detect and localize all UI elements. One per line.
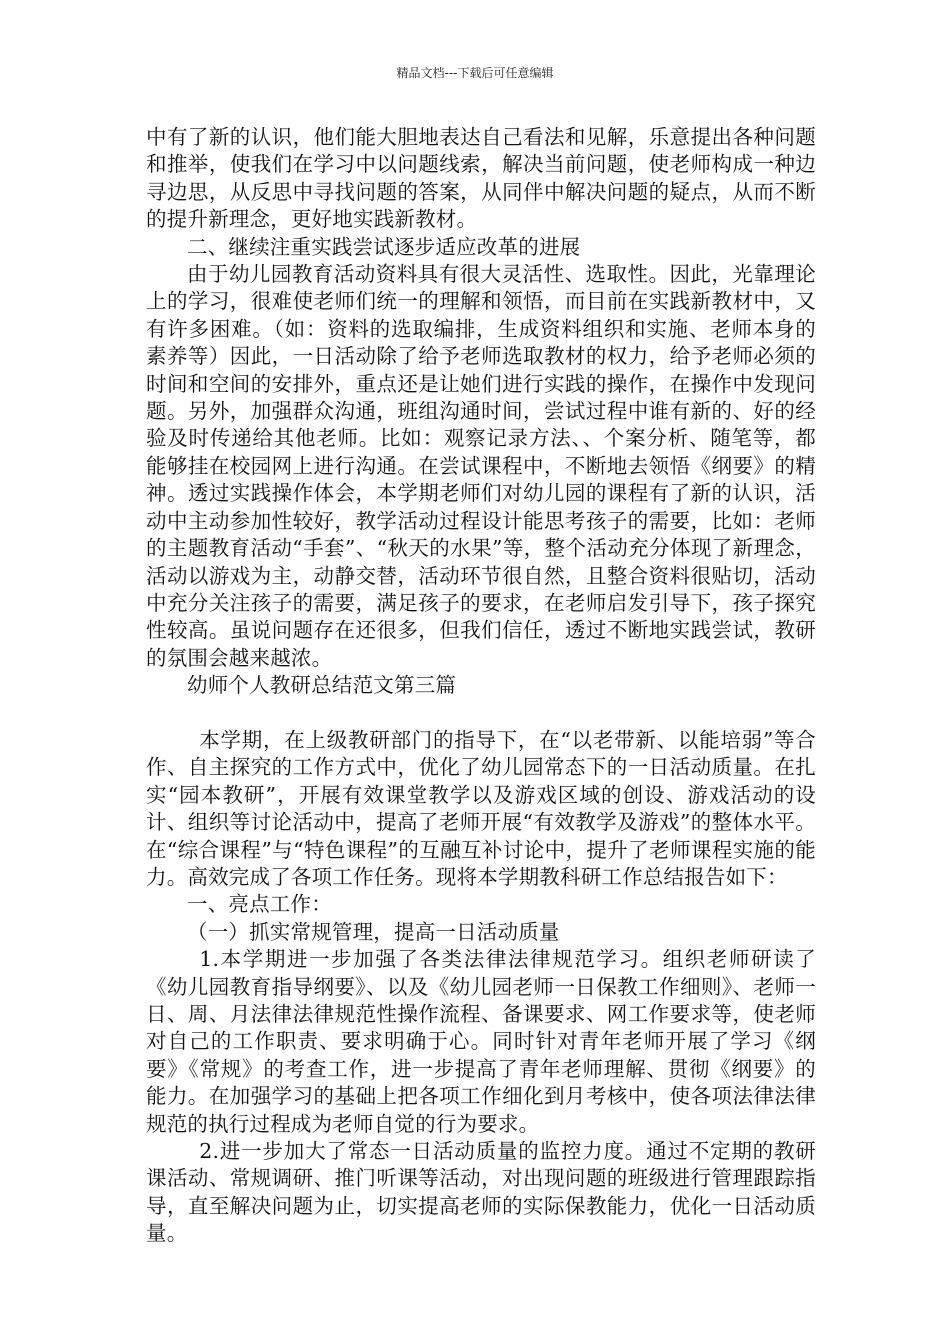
article-title: 幼师个人教研总结范文第三篇 [187,673,457,698]
section-heading: 一、亮点工作： [187,892,332,917]
blank-line [146,700,816,727]
paragraph: 本学期，在上级教研部门的指导下，在“以老带新、以能培弱”等合作、自主探究的工作方式中，优化了幼儿园常态下的一日活动质量。在扎实“园本教研”，开展有效课堂教学以及游戏区域的创设、游戏活动的设计、组织等讨论活动中，提高了老师开展“有效教学及游戏”的整体水平。在“综合课程”与“特色课程”的互融互补讨论中，提升了老师课程实施的能力。高效完成了各项工作任务。现将本学期教科研工作总结报告如下： [146,727,816,889]
page-header: 精品文档---下载后可任意编辑 [396,66,554,80]
paragraph: 2.进一步加大了常态一日活动质量的监控力度。通过不定期的教研课活动、常规调研、推门听课等活动，对出现问题的班级进行管理跟踪指导，直至解决问题为止，切实提高老师的实际保教能力，优化一日活动质量。 [146,1139,816,1246]
paragraph: 中有了新的认识，他们能大胆地表达自己看法和见解，乐意提出各种问题和推举，使我们在学习中以问题线索，解决当前问题，使老师构成一种边寻边思，从反思中寻找问题的答案，从同伴中解决问题的疑点，从而不断的提升新理念，更好地实践新教材。 [146,125,816,232]
subsection-heading: （一）抓实常规管理，提高一日活动质量 [187,919,560,944]
paragraph: 1.本学期进一步加强了各类法律法律规范学习。组织老师研读了《幼儿园教育指导纲要》、以及《幼儿园老师一日保教工作细则》、老师一日、周、月法律法律规范性操作流程、备课要求、网工作要求等，使老师对自己的工作职责、要求明确于心。同时针对青年老师开展了学习《纲要》《常规》的考查工作，进一步提高了青年老师理解、贯彻《纲要》的能力。在加强学习的基础上把各项工作细化到月考核中，使各项法律法律规范的执行过程成为老师自觉的行为要求。 [146,947,816,1136]
paragraph: 由于幼儿园教育活动资料具有很大灵活性、选取性。因此，光靠理论上的学习，很难使老师们统一的理解和领悟，而目前在实践新教材中，又有许多困难。（如：资料的选取编排，生成资料组织和实施、老师本身的素养等）因此，一日活动除了给予老师选取教材的权力，给予老师必须的时间和空间的安排外，重点还是让她们进行实践的操作，在操作中发现问题。另外，加强群众沟通，班组沟通时间，尝试过程中谁有新的、好的经验及时传递给其他老师。比如：观察记录方法、、个案分析、随笔等，都能够挂在校园网上进行沟通。在尝试课程中，不断地去领悟《纲要》的精神。透过实践操作体会，本学期老师们对幼儿园的课程有了新的认识，活动中主动参加性较好，教学活动过程设计能思考孩子的需要，比如：老师的主题教育活动“手套”、“秋天的水果”等，整个活动充分体现了新理念，活动以游戏为主，动静交替，活动环节很自然，且整合资料很贴切，活动中充分关注孩子的需要，满足孩子的要求，在老师启发引导下，孩子探究性较高。虽说问题存在还很多，但我们信任，透过不断地实践尝试，教研的氛围会越来越浓。 [146,262,816,670]
document-body [146,124,816,1248]
section-heading: 二、继续注重实践尝试逐步适应改革的进展 [187,234,581,259]
